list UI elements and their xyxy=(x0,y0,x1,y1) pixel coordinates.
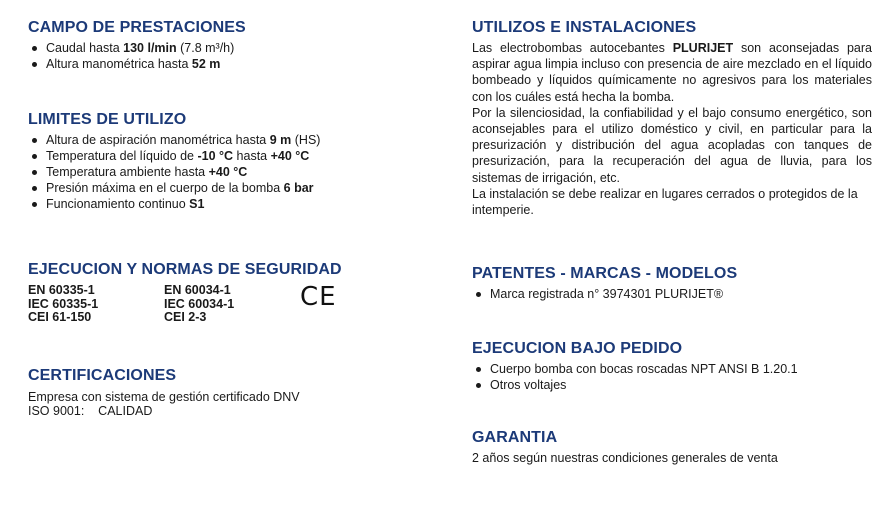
list-item: Altura manométrica hasta 52 m xyxy=(28,56,428,72)
section-limites xyxy=(28,110,428,212)
list-bajo-pedido xyxy=(472,361,872,393)
list-item: Funcionamiento continuo S1 xyxy=(28,196,428,212)
paragraph: La instalación se debe realizar en lugares cerrados o protegidos de la intemperie. xyxy=(472,186,858,218)
section-certificaciones xyxy=(28,366,428,418)
section-title-utilizos: UTILIZOS E INSTALACIONES xyxy=(472,19,697,36)
section-title-patentes: PATENTES - MARCAS - MODELOS xyxy=(472,265,738,282)
section-title-campo: CAMPO DE PRESTACIONES xyxy=(28,19,246,36)
cert-line: Empresa con sistema de gestión certificado DNV xyxy=(28,390,300,404)
section-title-certificaciones: CERTIFICACIONES xyxy=(28,367,177,384)
list-item: Caudal hasta 130 l/min (7.8 m³/h) xyxy=(28,40,428,56)
list-item: Otros voltajes xyxy=(472,377,872,393)
cert-line: ISO 9001: CALIDAD xyxy=(28,404,153,418)
norm-item: IEC 60335-1 xyxy=(28,296,99,311)
norms-table xyxy=(28,284,428,325)
list-campo xyxy=(28,40,428,72)
norm-item: CEI 2-3 xyxy=(164,310,207,324)
ce-mark-icon: CE xyxy=(300,282,337,312)
section-campo xyxy=(28,18,428,72)
list-item: Temperatura ambiente hasta +40 °C xyxy=(28,164,428,180)
list-item: Altura de aspiración manométrica hasta 9 m (HS) xyxy=(28,132,428,148)
section-title-ejecucion: EJECUCION Y NORMAS DE SEGURIDAD xyxy=(28,261,342,278)
section-utilizos xyxy=(472,18,872,218)
list-item: Marca registrada n° 3974301 PLURIJET® xyxy=(472,286,872,302)
norms-column-1 xyxy=(28,284,164,325)
section-title-garantia: GARANTIA xyxy=(472,429,558,446)
section-title-bajo-pedido: EJECUCION BAJO PEDIDO xyxy=(472,340,683,357)
list-patentes xyxy=(472,286,872,302)
list-limites xyxy=(28,132,428,212)
norm-item: IEC 60034-1 xyxy=(164,296,235,311)
norm-item: CEI 61-150 xyxy=(28,310,92,324)
list-item: Temperatura del líquido de -10 °C hasta +40 °C xyxy=(28,148,428,164)
paragraph: Por la silenciosidad, la confiabilidad y el bajo consumo energético, son aconsejables para el utilizo doméstico y civil, en particular para la presurización y distribución del agua acopladas con tanques de presurización, para la recuperación del agua de lluvia, para los sistemas de irrigación, etc. xyxy=(472,105,872,185)
list-item: Cuerpo bomba con bocas roscadas NPT ANSI B 1.20.1 xyxy=(472,361,872,377)
norm-item: EN 60335-1 xyxy=(28,283,95,297)
norm-item: EN 60034-1 xyxy=(164,283,231,297)
section-patentes xyxy=(472,264,872,302)
section-bajo-pedido xyxy=(472,339,872,393)
section-garantia xyxy=(472,428,872,466)
list-item: Presión máxima en el cuerpo de la bomba 6 bar xyxy=(28,180,428,196)
norms-column-2 xyxy=(164,284,300,325)
section-ejecucion xyxy=(28,260,428,325)
section-title-limites: LIMITES DE UTILIZO xyxy=(28,111,187,128)
garantia-text: 2 años según nuestras condiciones generales de venta xyxy=(472,451,778,465)
paragraph: Las electrobombas autocebantes PLURIJET son aconsejadas para aspirar agua limpia incluso con presencia de aire mezclado en el líquido bombeado y líquidos químicamente no agresivos para los materiales con los cuáles está hecha la bomba. xyxy=(472,41,872,104)
